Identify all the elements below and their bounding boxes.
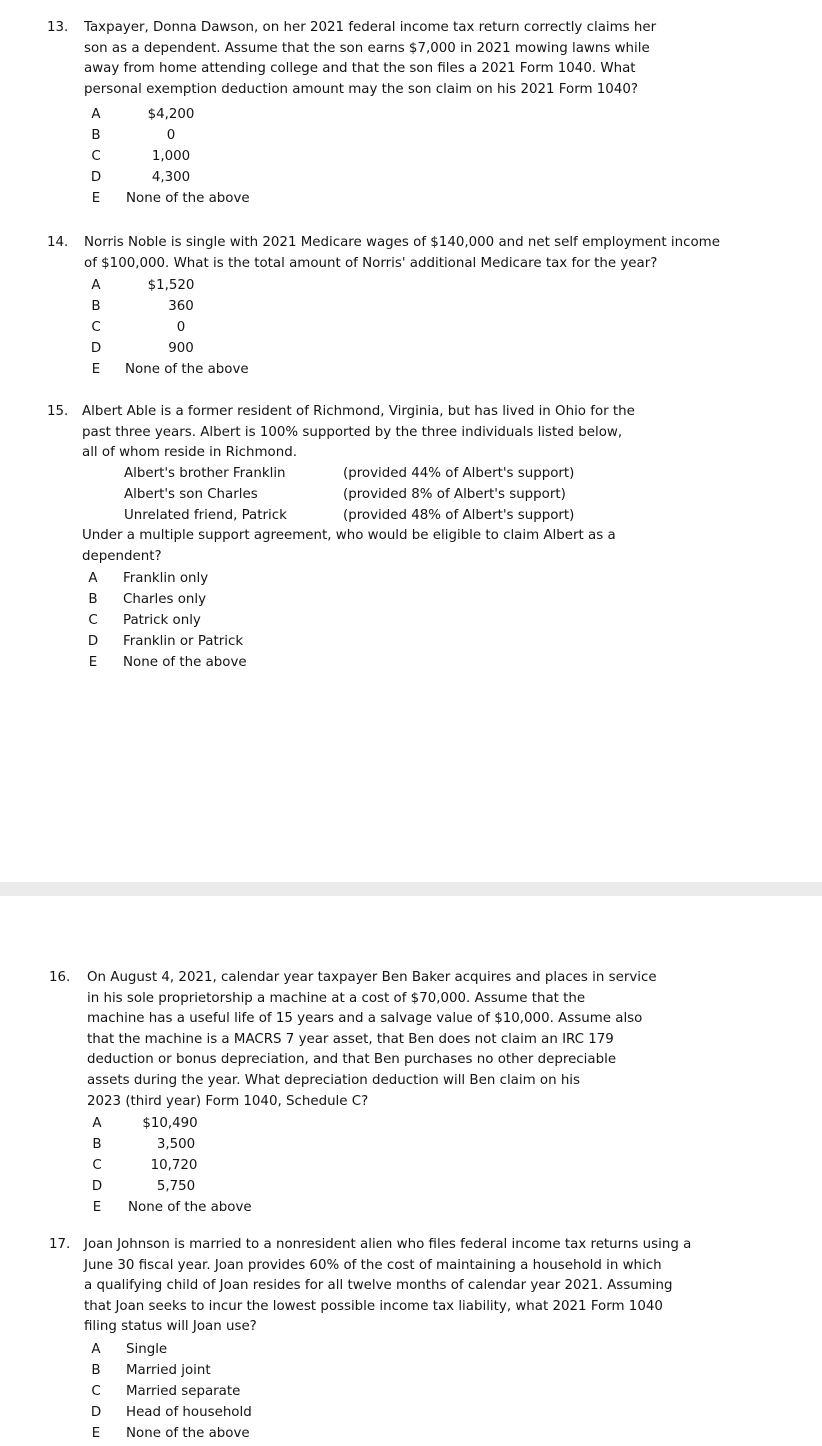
option-d[interactable]: D Franklin or Patrick: [87, 634, 244, 649]
question-number: 13.: [47, 20, 69, 35]
question-prompt: Under a multiple support agreement, who would be eligible to claim Albert as a dependent?: [82, 528, 616, 564]
answer-options: [89, 275, 349, 380]
option-b[interactable]: B 3,500: [92, 1137, 196, 1152]
option-d[interactable]: D 4,300: [90, 170, 191, 185]
option-d[interactable]: D 5,750: [91, 1179, 196, 1194]
question-15: [0, 402, 822, 682]
answer-options: [86, 568, 346, 673]
question-text: Joan Johnson is married to a nonresident alien who files federal income tax returns using a June 30 fiscal year. Joan provides 60% of the cost of maintaining a household in which a qualifying child of Joan resides for all twelve months of calendar year 2021. Assuming that Joan seeks to incur the lowest possible income tax liability, what 2021 Form 1040 filing status will Joan use?: [84, 1237, 692, 1335]
option-b[interactable]: B Charles only: [88, 592, 207, 607]
supporters-list: [0, 464, 822, 527]
answer-options: [90, 1113, 350, 1218]
option-c[interactable]: C Married separate: [91, 1384, 241, 1399]
option-c[interactable]: C 0: [91, 320, 186, 335]
question-number: 14.: [47, 235, 69, 250]
option-c[interactable]: C 10,720: [92, 1158, 198, 1173]
question-number: 16.: [49, 970, 71, 985]
option-e[interactable]: E None of the above: [91, 1426, 250, 1441]
question-text: Taxpayer, Donna Dawson, on her 2021 federal income tax return correctly claims her son as a dependent. Assume that the son earns $7,000 in 2021 mowing lawns while away from home attending college and that the son files a 2021 Form 1040. What personal exemption deduction amount may the son claim on his 2021 Form 1040?: [84, 20, 657, 97]
option-a[interactable]: A Franklin only: [88, 571, 209, 586]
supporter-row: Albert's brother Franklin (provided 44% of Albert's support): [124, 466, 575, 481]
option-d[interactable]: D Head of household: [90, 1405, 252, 1420]
option-b[interactable]: B 0: [91, 128, 176, 143]
option-c[interactable]: C 1,000: [91, 149, 191, 164]
option-d[interactable]: D 900: [90, 341, 194, 356]
question-14: [0, 233, 822, 383]
option-a[interactable]: A $4,200: [91, 107, 195, 122]
option-a[interactable]: A Single: [91, 1342, 168, 1357]
question-16: [0, 968, 822, 1218]
question-17: [0, 1235, 822, 1445]
option-a[interactable]: A $10,490: [92, 1116, 198, 1131]
option-e[interactable]: E None of the above: [91, 191, 250, 206]
option-a[interactable]: A $1,520: [91, 278, 195, 293]
option-c[interactable]: C Patrick only: [88, 613, 201, 628]
question-13: [0, 18, 822, 218]
page-separator: [0, 882, 822, 896]
option-e[interactable]: E None of the above: [92, 1200, 252, 1215]
option-e[interactable]: E None of the above: [88, 655, 247, 670]
question-number: 15.: [47, 404, 69, 419]
option-e[interactable]: E None of the above: [91, 362, 249, 377]
option-b[interactable]: B 360: [91, 299, 194, 314]
question-number: 17.: [49, 1237, 71, 1252]
page-2: [0, 896, 822, 1446]
supporter-row: Unrelated friend, Patrick (provided 48% of Albert's support): [124, 508, 575, 523]
answer-options: [89, 104, 349, 209]
supporter-row: Albert's son Charles (provided 8% of Albert's support): [124, 487, 566, 502]
question-text: Albert Able is a former resident of Richmond, Virginia, but has lived in Ohio for the past three years. Albert is 100% supported by the three individuals listed below, all of whom reside in Richmond.: [82, 404, 635, 461]
question-text: Norris Noble is single with 2021 Medicare wages of $140,000 and net self employment income of $100,000. What is the total amount of Norris' additional Medicare tax for the year?: [84, 235, 720, 271]
option-b[interactable]: B Married joint: [91, 1363, 211, 1378]
answer-options: [89, 1339, 349, 1444]
question-text: On August 4, 2021, calendar year taxpayer Ben Baker acquires and places in service in his sole proprietorship a machine at a cost of $70,000. Assume that the machine has a useful life of 15 years and a salvage value of $10,000. Assume also that the machine is a MACRS 7 year asset, that Ben does not claim an IRC 179 deduction or bonus depreciation, and that Ben purchases no other depreciable assets during the year. What depreciation deduction will Ben claim on his 2023 (third year) Form 1040, Schedule C?: [87, 970, 657, 1109]
